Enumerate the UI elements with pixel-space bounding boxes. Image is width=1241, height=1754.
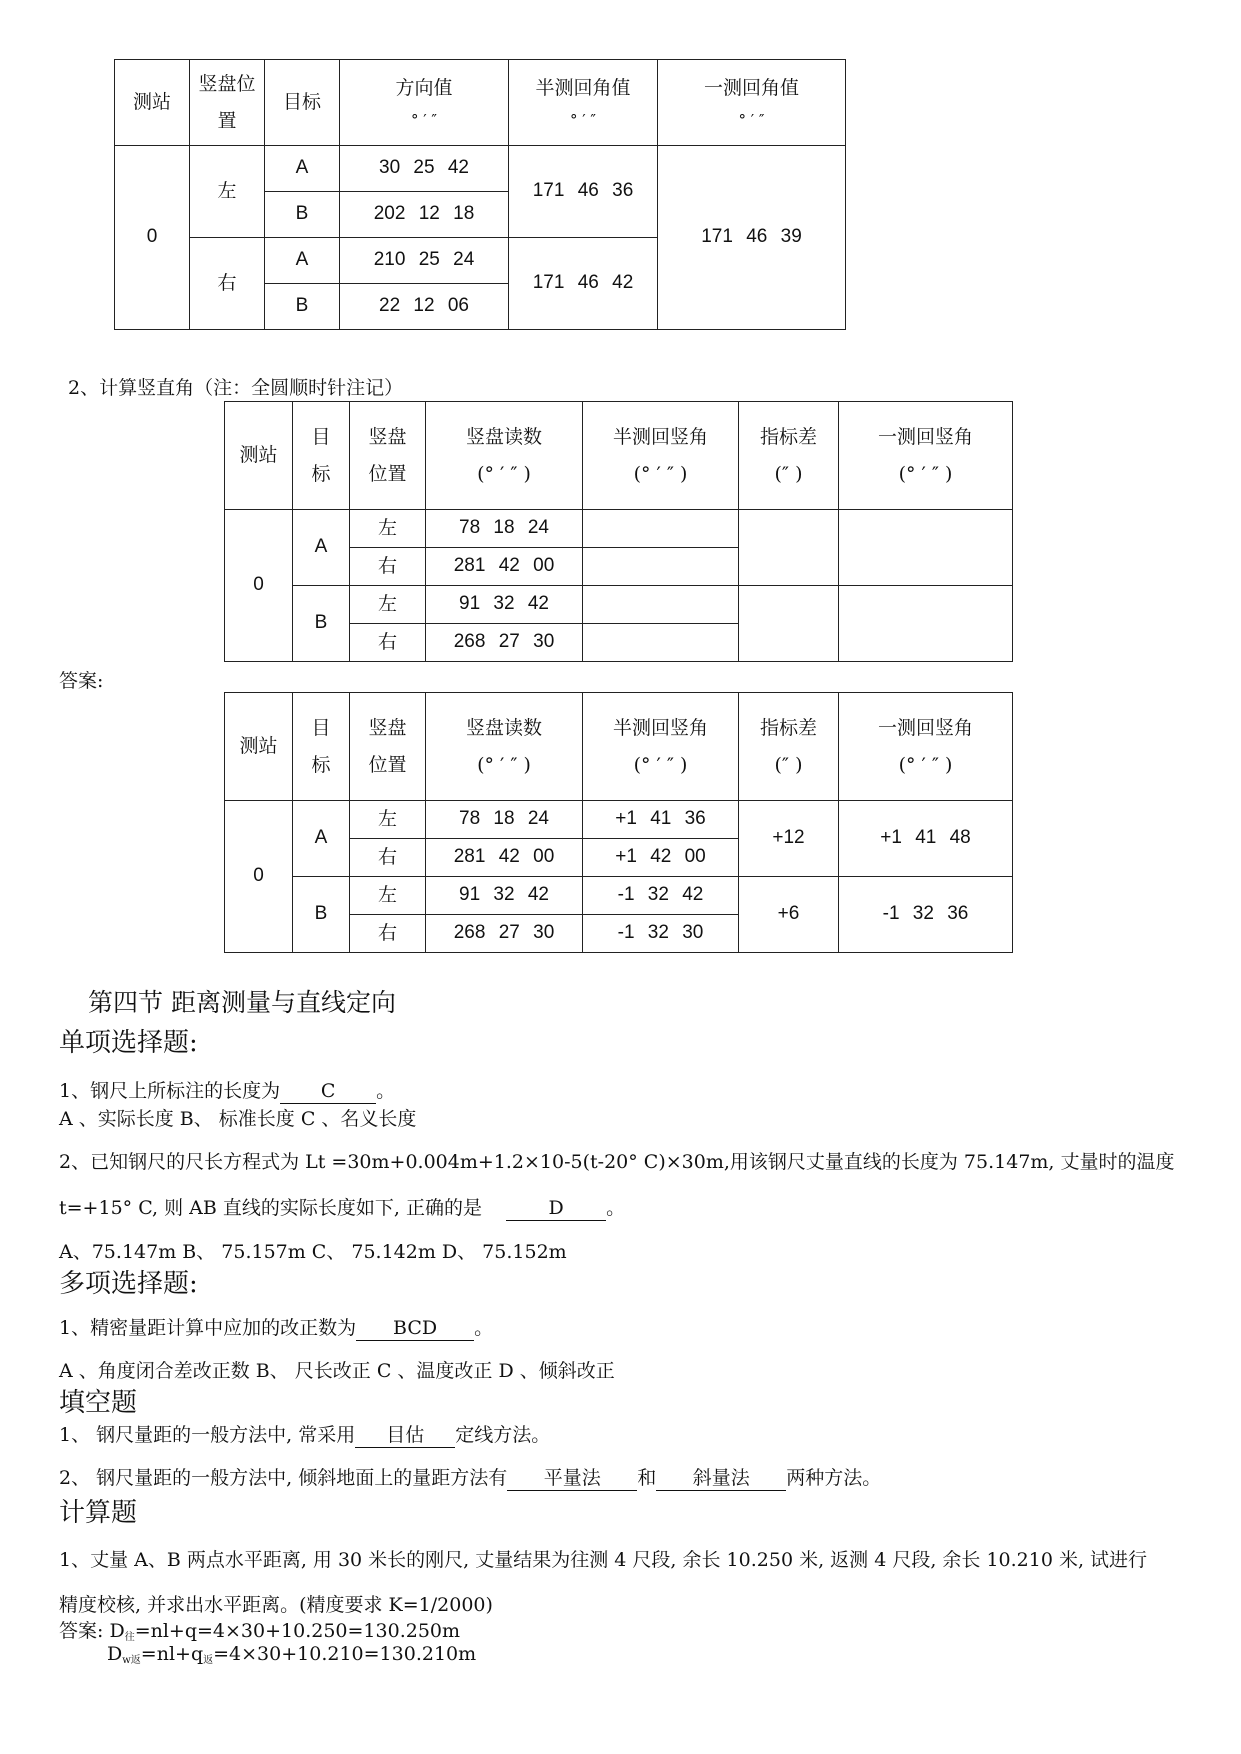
station-cell: 0: [225, 801, 293, 953]
answer-blank: C: [280, 1080, 376, 1104]
position-right: 右: [190, 238, 265, 330]
half-angle-cell: +1 42 00: [583, 839, 739, 877]
direction-cell: 210 25 24: [340, 238, 509, 284]
header-half-vertical-angle: 半测回竖角 (° ′ ″ ): [583, 402, 739, 510]
header-full-vertical-angle: 一测回竖角 (° ′ ″ ): [839, 693, 1013, 801]
position-cell: 右: [350, 915, 426, 953]
vertical-angle-table: [224, 401, 1013, 662]
header-target: 目 标: [293, 402, 350, 510]
calc-question-1-line-2: 精度校核, 并求出水平距离。(精度要求 K=1/2000): [59, 1594, 493, 1616]
index-error-cell: +12: [739, 801, 839, 877]
half-angle-cell: [583, 624, 739, 662]
answer-blank: 目估: [355, 1424, 455, 1448]
full-angle-cell: -1 32 36: [839, 877, 1013, 953]
reading-cell: 78 18 24: [426, 510, 583, 548]
full-angle-cell: +1 41 48: [839, 801, 1013, 877]
reading-cell: 268 27 30: [426, 915, 583, 953]
header-direction: 方向值 ° ′ ″: [340, 60, 509, 146]
answer-blank: BCD: [356, 1317, 474, 1341]
position-cell: 右: [350, 624, 426, 662]
question-1-options: A 、实际长度 B、 标准长度 C 、名义长度: [59, 1108, 417, 1130]
half-angle-cell: [583, 510, 739, 548]
header-reading: 竖盘读数 (° ′ ″ ): [426, 402, 583, 510]
fill-question-2: 2、 钢尺量距的一般方法中, 倾斜地面上的量距方法有 平量法 和 斜量法 两种方法。: [59, 1467, 882, 1489]
index-error-cell: [739, 586, 839, 662]
calc-answer-line-1: 答案: $D_往=nl+q=4\times 30+10.250=130.250m$: [59, 1620, 461, 1643]
answer-blank: D: [506, 1197, 606, 1221]
target-cell: A: [293, 510, 350, 586]
header-half-angle: 半测回角值 ° ′ ″: [509, 60, 658, 146]
header-target: 目标: [265, 60, 340, 146]
reading-cell: 91 32 42: [426, 586, 583, 624]
header-half-vertical-angle: 半测回竖角 (° ′ ″ ): [583, 693, 739, 801]
answer-blank: 斜量法: [656, 1467, 786, 1491]
target-cell: B: [293, 877, 350, 953]
half-angle-cell: +1 41 36: [583, 801, 739, 839]
position-cell: 左: [350, 586, 426, 624]
fill-blank-heading: 填空题: [59, 1388, 138, 1418]
half-angle-cell: -1 32 42: [583, 877, 739, 915]
question-1: 1、钢尺上所标注的长度为 C 。: [59, 1080, 396, 1102]
half-angle-cell: -1 32 30: [583, 915, 739, 953]
position-left: 左: [190, 146, 265, 238]
question-2-line-2: t=+15° C, 则 AB 直线的实际长度如下, 正确的是 D 。: [59, 1197, 626, 1219]
target-cell: A: [265, 238, 340, 284]
index-error-cell: [739, 510, 839, 586]
target-cell: A: [265, 146, 340, 192]
reading-cell: 281 42 00: [426, 548, 583, 586]
header-full-vertical-angle: 一测回竖角 (° ′ ″ ): [839, 402, 1013, 510]
header-full-angle: 一测回角值 ° ′ ″: [658, 60, 846, 146]
multi-choice-heading: 多项选择题:: [59, 1269, 198, 1299]
position-cell: 左: [350, 877, 426, 915]
half-angle-cell: 171 46 36: [509, 146, 658, 238]
direction-cell: 202 12 18: [340, 192, 509, 238]
header-target: 目 标: [293, 693, 350, 801]
header-position: 竖盘 位置: [350, 693, 426, 801]
target-cell: A: [293, 801, 350, 877]
full-angle-cell: [839, 510, 1013, 586]
answer-label: 答案:: [59, 670, 104, 692]
header-index-error: 指标差 (″ ): [739, 402, 839, 510]
header-station: 测站: [225, 693, 293, 801]
multi-question-1: 1、精密量距计算中应加的改正数为 BCD 。: [59, 1317, 494, 1339]
header-index-error: 指标差 (″ ): [739, 693, 839, 801]
station-cell: 0: [115, 146, 190, 330]
header-reading: 竖盘读数 (° ′ ″ ): [426, 693, 583, 801]
reading-cell: 91 32 42: [426, 877, 583, 915]
direction-cell: 22 12 06: [340, 284, 509, 330]
half-angle-cell: 171 46 42: [509, 238, 658, 330]
target-cell: B: [293, 586, 350, 662]
direction-cell: 30 25 42: [340, 146, 509, 192]
calculation-heading: 计算题: [59, 1498, 138, 1528]
horizontal-angle-table: [114, 59, 846, 330]
calc-answer-line-2: $D_{w返}=nl+q_返=4\times 30+10.210=130.210m$: [107, 1643, 477, 1666]
full-angle-cell: [839, 586, 1013, 662]
reading-cell: 268 27 30: [426, 624, 583, 662]
half-angle-cell: [583, 586, 739, 624]
index-error-cell: +6: [739, 877, 839, 953]
target-cell: B: [265, 192, 340, 238]
position-cell: 左: [350, 510, 426, 548]
multi-question-1-options: A 、角度闭合差改正数 B、 尺长改正 C 、温度改正 D 、倾斜改正: [59, 1360, 615, 1382]
header-station: 测站: [115, 60, 190, 146]
section-2-title: 2、计算竖直角（注：全圆顺时针注记）: [68, 377, 404, 399]
position-cell: 右: [350, 548, 426, 586]
header-vertical-circle-position: 竖盘位置: [190, 60, 265, 146]
header-position: 竖盘 位置: [350, 402, 426, 510]
header-station: 测站: [225, 402, 293, 510]
target-cell: B: [265, 284, 340, 330]
full-angle-cell: 171 46 39: [658, 146, 846, 330]
position-cell: 右: [350, 839, 426, 877]
calc-question-1-line-1: 1、丈量 A、B 两点水平距离, 用 30 米长的刚尺, 丈量结果为往测 4 尺段, 余长 10.250 米, 返测 4 尺段, 余长 10.210 米, 试进行: [59, 1549, 1148, 1571]
answer-blank: 平量法: [507, 1467, 637, 1491]
single-choice-heading: 单项选择题:: [59, 1028, 198, 1058]
station-cell: 0: [225, 510, 293, 662]
reading-cell: 78 18 24: [426, 801, 583, 839]
question-2-line-1: 2、已知钢尺的尺长方程式为 Lt =30m+0.004m+1.2×10-5(t-20° C)×30m,用该钢尺丈量直线的长度为 75.147m, 丈量时的温度: [59, 1151, 1175, 1173]
position-cell: 左: [350, 801, 426, 839]
section-4-title: 第四节 距离测量与直线定向: [88, 988, 396, 1017]
half-angle-cell: [583, 548, 739, 586]
reading-cell: 281 42 00: [426, 839, 583, 877]
fill-question-1: 1、 钢尺量距的一般方法中, 常采用 目估 定线方法。: [59, 1424, 551, 1446]
question-2-options: A、75.147m B、 75.157m C、 75.142m D、 75.152m: [59, 1241, 567, 1263]
vertical-angle-answer-table: [224, 692, 1013, 953]
